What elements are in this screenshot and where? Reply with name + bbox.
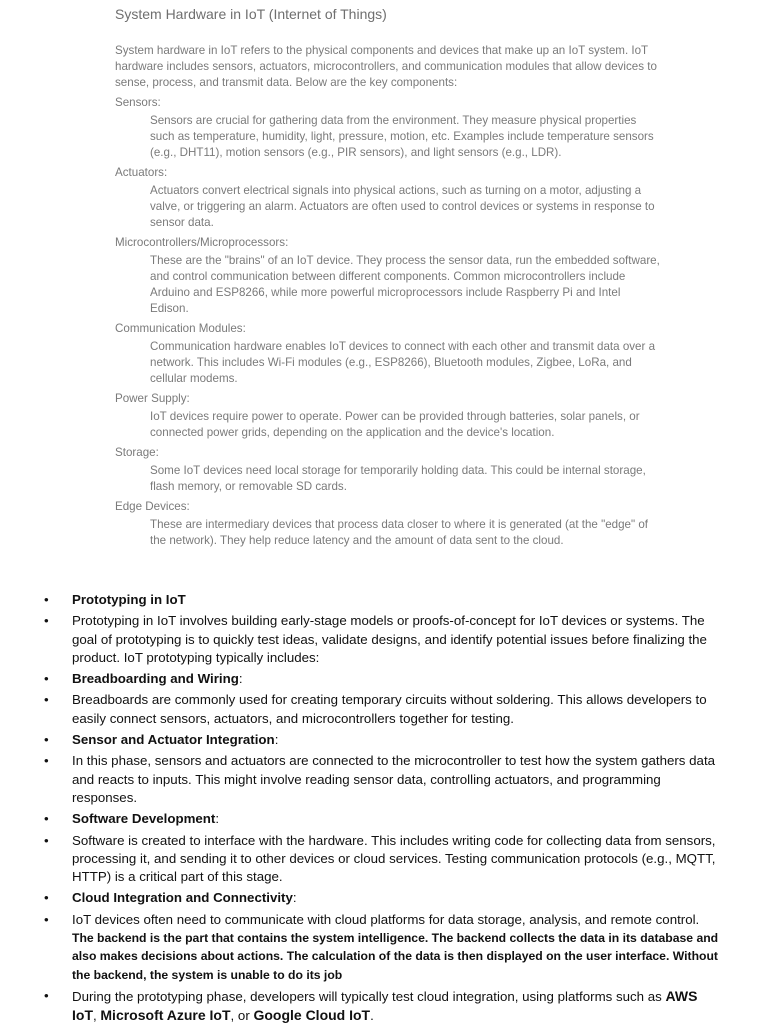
- colon: :: [292, 890, 297, 906]
- list-item: [0, 752, 722, 807]
- list-item: [0, 889, 722, 907]
- colon: :: [215, 811, 220, 827]
- list-item: [0, 810, 722, 828]
- backend-bold-text: The backend is the part that contains the system intelligence. The backend collects the data in its database and also makes decisions about actions. The calculation of the data is then displayed on the user interface. Without the backend, the system is unable to do its job: [72, 931, 719, 982]
- colon: :: [238, 671, 243, 687]
- bullet: •: [44, 811, 49, 827]
- section-description: IoT devices require power to operate. Power can be provided through batteries, solar panels, or connected power grids, depending on the application and the device's location.: [150, 410, 640, 439]
- separator: , or: [230, 1008, 254, 1024]
- bullet: •: [44, 613, 49, 629]
- list-item: [0, 911, 722, 984]
- section-description: Communication hardware enables IoT devices to connect with each other and transmit data over a network. This includes Wi-Fi modules (e.g., ESP8266), Bluetooth modules, Zigbee, LoRa, and cellular modems.: [150, 340, 656, 385]
- bullet: •: [44, 692, 49, 708]
- bullet: •: [44, 592, 49, 607]
- section-description: Actuators convert electrical signals into physical actions, such as turning on a motor, adjusting a valve, or triggering an alarm. Actuators are often used to control devices or systems in response to sensor data.: [150, 184, 655, 229]
- section-label: Sensors:: [115, 96, 161, 109]
- list-item: [0, 591, 722, 609]
- list-item: [0, 731, 722, 749]
- section-label: Communication Modules:: [115, 322, 246, 335]
- bullet: •: [44, 732, 49, 748]
- platform-google: Google Cloud IoT: [253, 1007, 371, 1024]
- paragraph: During the prototyping phase, developers will typically test cloud integration, using platforms such as: [72, 988, 666, 1004]
- paragraph: Breadboards are commonly used for creating temporary circuits without soldering. This allows developers to easily connect sensors, actuators, and microcontrollers together for testing.: [72, 692, 707, 726]
- section-label: Edge Devices:: [115, 500, 190, 513]
- paragraph: Prototyping in IoT involves building early-stage models or proofs-of-concept for IoT devices or systems. The goal of prototyping is to quickly test ideas, validate designs, and identify potential issues before finalizing the product. IoT prototyping typically includes:: [72, 613, 707, 665]
- section-description: These are intermediary devices that process data closer to where it is generated (at the "edge" of the network). They help reduce latency and the amount of data sent to the cloud.: [150, 518, 649, 547]
- section-description: Some IoT devices need local storage for temporarily holding data. This could be internal storage, flash memory, or removable SD cards.: [150, 464, 646, 493]
- paragraph: Software is created to interface with the hardware. This includes writing code for collecting data from sensors, processing it, and sending it to other devices or cloud services. Testing communication protocols (e.g., MQTT, HTTP) is a critical part of this stage.: [72, 832, 716, 885]
- heading-software: Software Development: [72, 811, 216, 827]
- bullet: •: [44, 911, 49, 927]
- bullet: •: [44, 832, 49, 848]
- list-item: [0, 987, 722, 1026]
- list-item: [0, 670, 722, 688]
- section-label: Microcontrollers/Microprocessors:: [115, 236, 289, 249]
- list-item: [0, 832, 722, 887]
- bullet: •: [44, 753, 49, 769]
- section-description: These are the "brains" of an IoT device. They process the sensor data, run the embedded software, and control communication between different components. Common microcontrollers include Arduino and ESP8266, while more powerful microprocessors include Raspberry Pi and Intel Edison.: [150, 254, 660, 315]
- separator: ,: [93, 1008, 101, 1024]
- bullet: •: [44, 671, 49, 687]
- bullet: •: [44, 987, 49, 1003]
- embedded-body: [115, 43, 660, 553]
- heading-prototyping: Prototyping in IoT: [72, 592, 186, 607]
- heading-sensor-actuator: Sensor and Actuator Integration: [72, 732, 275, 748]
- paragraph: IoT devices often need to communicate with cloud platforms for data storage, analysis, and remote control.: [72, 911, 700, 927]
- embedded-title: System Hardware in IoT (Internet of Things): [115, 6, 387, 22]
- colon: :: [274, 732, 279, 748]
- heading-cloud: Cloud Integration and Connectivity: [72, 890, 293, 906]
- section-description: Sensors are crucial for gathering data from the environment. They measure physical properties such as temperature, humidity, light, pressure, motion, etc. Examples include temperature sensors (e.g., DHT11), motion sensors (e.g., PIR sensors), and light sensors (e.g., LDR).: [150, 114, 654, 159]
- paragraph: In this phase, sensors and actuators are connected to the microcontroller to test how the system gathers data and reacts to inputs. This might involve reading sensor data, controlling actuators, and programming responses.: [72, 753, 716, 805]
- list-item: [0, 612, 722, 667]
- embedded-intro: System hardware in IoT refers to the physical components and devices that make up an IoT system. IoT hardware includes sensors, actuators, microcontrollers, and communication modules that allow devices to sense, process, and transmit data. Below are the key components:: [115, 44, 657, 89]
- platform-aws: AWS IoT: [72, 987, 698, 1024]
- platform-azure: Microsoft Azure IoT: [100, 1007, 231, 1024]
- heading-breadboarding: Breadboarding and Wiring: [72, 671, 239, 687]
- bullet: •: [44, 890, 49, 906]
- prototyping-list: [0, 591, 768, 1029]
- list-item: [0, 691, 722, 728]
- section-label: Power Supply:: [115, 392, 190, 405]
- section-label: Storage:: [115, 446, 159, 459]
- section-label: Actuators:: [115, 166, 168, 179]
- separator: .: [370, 1008, 374, 1024]
